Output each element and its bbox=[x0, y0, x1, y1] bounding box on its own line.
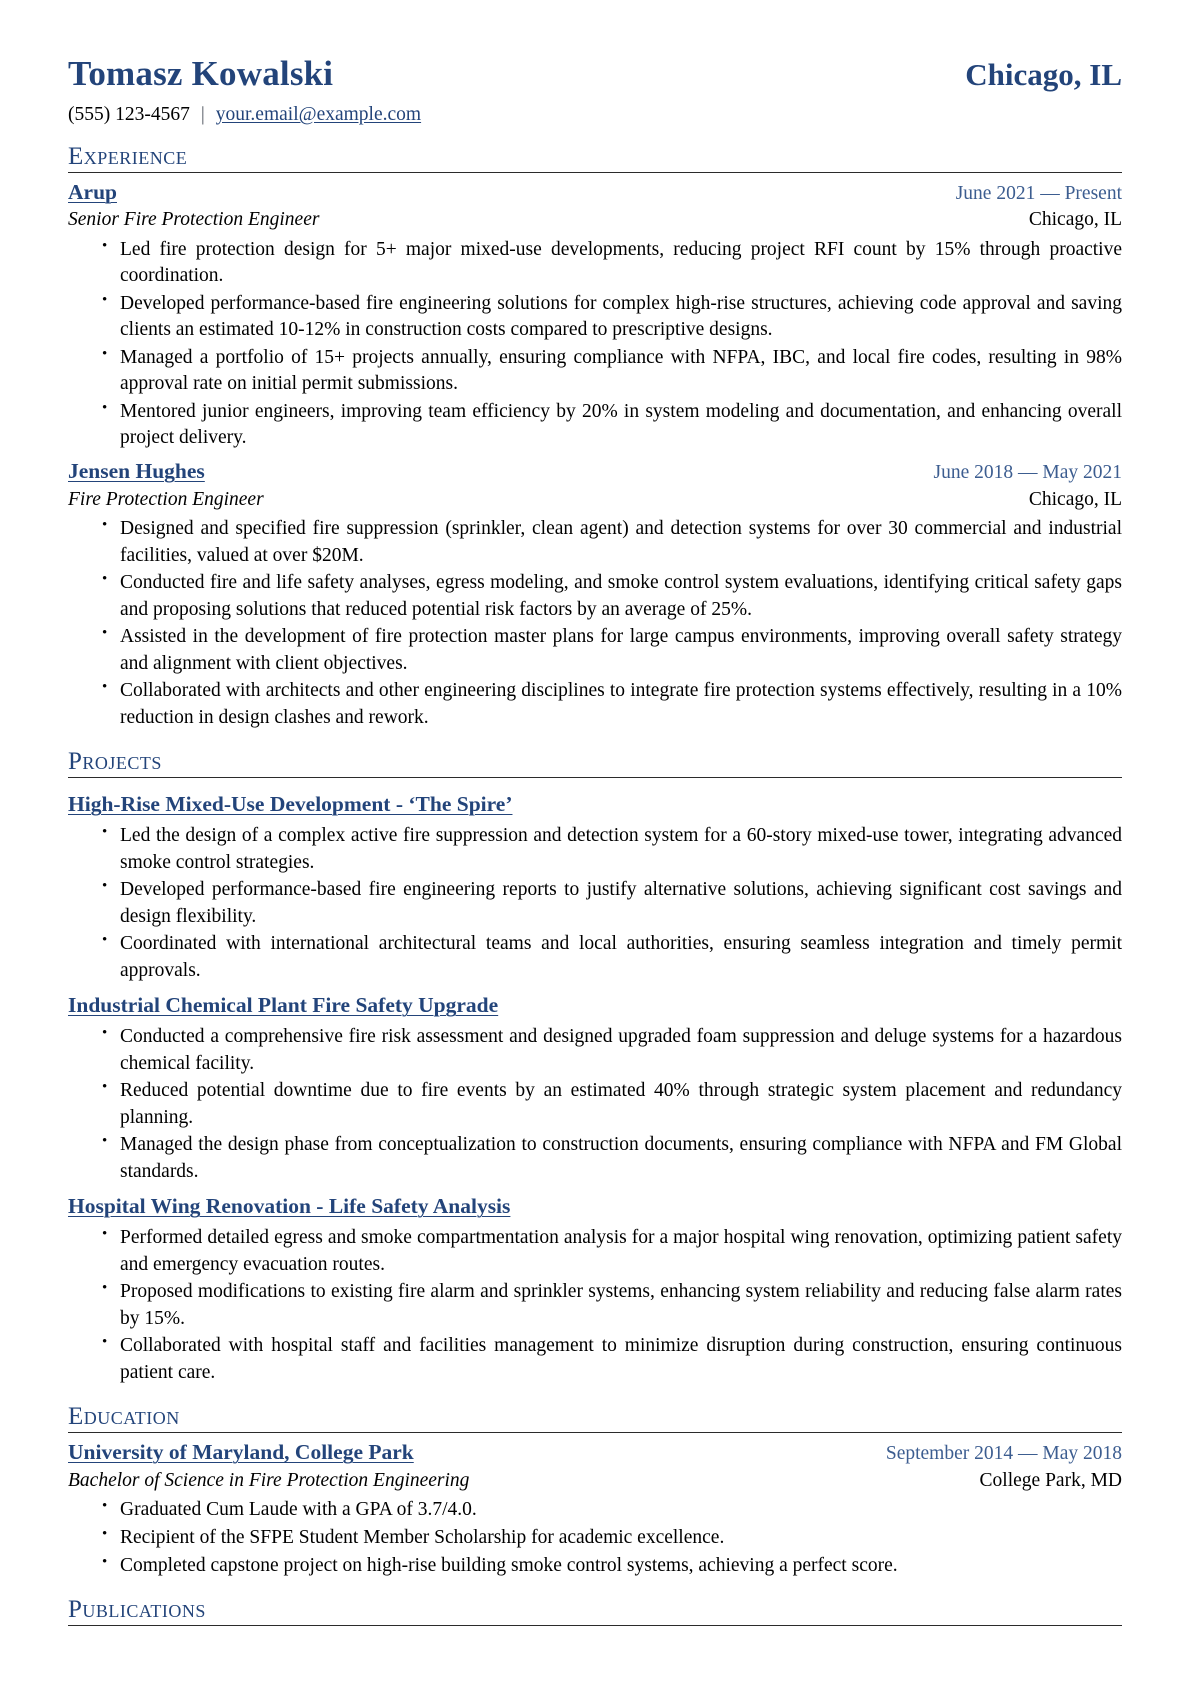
job-title: Senior Fire Protection Engineer bbox=[68, 209, 320, 231]
list-item: • Led the design of a complex active fire suppression and detection system for a 60-story mixed-use tower, integrating advanced smoke control strategies. bbox=[102, 823, 1122, 876]
list-item: • Developed performance-based fire engineering solutions for complex high-rise structures, achieving code approval and saving clients an estimated 10-12% in construction costs compared to prescriptive designs. bbox=[102, 291, 1122, 344]
list-item: • Developed performance-based fire engineering reports to justify alternative solutions, achieving significant cost savings and design flexibility. bbox=[102, 877, 1122, 930]
candidate-name: Tomasz Kowalski bbox=[68, 54, 334, 93]
list-item: • Performed detailed egress and smoke compartmentation analysis for a major hospital wing renovation, optimizing patient safety and emergency evacuation routes. bbox=[102, 1225, 1122, 1278]
list-item: • Completed capstone project on high-rise building smoke control systems, achieving a perfect score. bbox=[102, 1553, 1122, 1580]
resume-header bbox=[68, 56, 1122, 93]
list-item: • Led fire protection design for 5+ major mixed-use developments, reducing project RFI count by 15% through proactive coordination. bbox=[102, 237, 1122, 290]
employment-dates: June 2021 — Present bbox=[955, 182, 1122, 204]
job-location: Chicago, IL bbox=[1028, 209, 1122, 231]
project-entry bbox=[68, 784, 1122, 984]
section-rule bbox=[68, 172, 1122, 173]
school-name[interactable]: University of Maryland, College Park bbox=[68, 1440, 414, 1465]
education-entry bbox=[68, 1439, 1122, 1579]
list-item: • Coordinated with international architectural teams and local authorities, ensuring seamless integration and timely permit approvals. bbox=[102, 931, 1122, 984]
bullet-list bbox=[68, 1225, 1122, 1386]
entry-sub-line bbox=[68, 1469, 1122, 1494]
entry-header-line bbox=[68, 179, 1122, 207]
school-location: College Park, MD bbox=[979, 1469, 1122, 1491]
bullet-list bbox=[68, 237, 1122, 452]
section-title-experience: Experience bbox=[68, 142, 188, 170]
list-item: • Proposed modifications to existing fire alarm and sprinkler systems, enhancing system reliability and reducing false alarm rates by 15%. bbox=[102, 1279, 1122, 1332]
list-item: • Designed and specified fire suppression (sprinkler, clean agent) and detection systems for over 30 commercial and industrial facilities, valued at over $20M. bbox=[102, 516, 1122, 569]
list-item: • Collaborated with architects and other engineering disciplines to integrate fire protection systems effectively, resulting in a 10% reduction in design clashes and rework. bbox=[102, 678, 1122, 731]
section-education bbox=[68, 1403, 1122, 1579]
education-dates: September 2014 — May 2018 bbox=[885, 1443, 1122, 1465]
section-rule bbox=[68, 1625, 1122, 1626]
project-name[interactable]: Hospital Wing Renovation - Life Safety Analysis bbox=[68, 1194, 511, 1219]
project-name[interactable]: High-Rise Mixed-Use Development - ‘The Spire’ bbox=[68, 792, 513, 817]
candidate-location: Chicago, IL bbox=[965, 57, 1122, 92]
section-title-education: Education bbox=[68, 1403, 180, 1431]
degree-title: Bachelor of Science in Fire Protection Engineering bbox=[68, 1469, 470, 1491]
project-entry bbox=[68, 985, 1122, 1185]
entry-header-line bbox=[68, 1439, 1122, 1467]
section-title-projects: Projects bbox=[68, 748, 162, 776]
experience-entry bbox=[68, 179, 1122, 452]
entry-sub-line bbox=[68, 488, 1122, 513]
list-item: • Reduced potential downtime due to fire events by an estimated 40% through strategic system placement and redundancy planning. bbox=[102, 1078, 1122, 1131]
project-entry bbox=[68, 1186, 1122, 1386]
job-location: Chicago, IL bbox=[1028, 488, 1122, 510]
list-item: • Collaborated with hospital staff and facilities management to minimize disruption during construction, ensuring continuous patient care. bbox=[102, 1333, 1122, 1386]
list-item: • Graduated Cum Laude with a GPA of 3.7/4.0. bbox=[102, 1497, 1122, 1524]
list-item: • Conducted fire and life safety analyses, egress modeling, and smoke control system evaluations, identifying critical safety gaps and proposing solutions that reduced potential risk factors by an average of 25%. bbox=[102, 570, 1122, 623]
section-publications bbox=[68, 1596, 1122, 1626]
phone-number: (555) 123-4567 bbox=[68, 103, 190, 125]
bullet-list bbox=[68, 823, 1122, 984]
section-rule bbox=[68, 777, 1122, 778]
list-item: • Conducted a comprehensive fire risk assessment and designed upgraded foam suppression and deluge systems for a hazardous chemical facility. bbox=[102, 1024, 1122, 1077]
list-item: • Recipient of the SFPE Student Member Scholarship for academic excellence. bbox=[102, 1525, 1122, 1552]
job-title: Fire Protection Engineer bbox=[68, 488, 264, 510]
employer-name[interactable]: Jensen Hughes bbox=[68, 459, 205, 483]
section-experience bbox=[68, 143, 1122, 732]
section-rule bbox=[68, 1432, 1122, 1433]
entry-header-line bbox=[68, 458, 1122, 486]
list-item: • Managed a portfolio of 15+ projects annually, ensuring compliance with NFPA, IBC, and local fire codes, resulting in 98% approval rate on initial permit submissions. bbox=[102, 345, 1122, 398]
section-projects bbox=[68, 748, 1122, 1386]
bullet-list bbox=[68, 516, 1122, 731]
employment-dates: June 2018 — May 2021 bbox=[933, 462, 1122, 483]
bullet-list bbox=[68, 1497, 1122, 1579]
section-title-publications: Publications bbox=[68, 1596, 206, 1624]
list-item: • Managed the design phase from conceptualization to construction documents, ensuring compliance with NFPA and FM Global standards. bbox=[102, 1132, 1122, 1185]
list-item: • Assisted in the development of fire protection master plans for large campus environments, improving overall safety strategy and alignment with client objectives. bbox=[102, 624, 1122, 677]
entry-sub-line bbox=[68, 208, 1122, 233]
list-item: • Mentored junior engineers, improving team efficiency by 20% in system modeling and documentation, and enhancing overall project delivery. bbox=[102, 399, 1122, 452]
experience-entry bbox=[68, 458, 1122, 731]
project-name[interactable]: Industrial Chemical Plant Fire Safety Upgrade bbox=[68, 993, 499, 1018]
employer-name[interactable]: Arup bbox=[68, 179, 117, 204]
contact-separator: | bbox=[200, 103, 205, 125]
email-link[interactable]: your.email@example.com bbox=[215, 103, 422, 125]
contact-row bbox=[68, 104, 1122, 126]
bullet-list bbox=[68, 1024, 1122, 1185]
